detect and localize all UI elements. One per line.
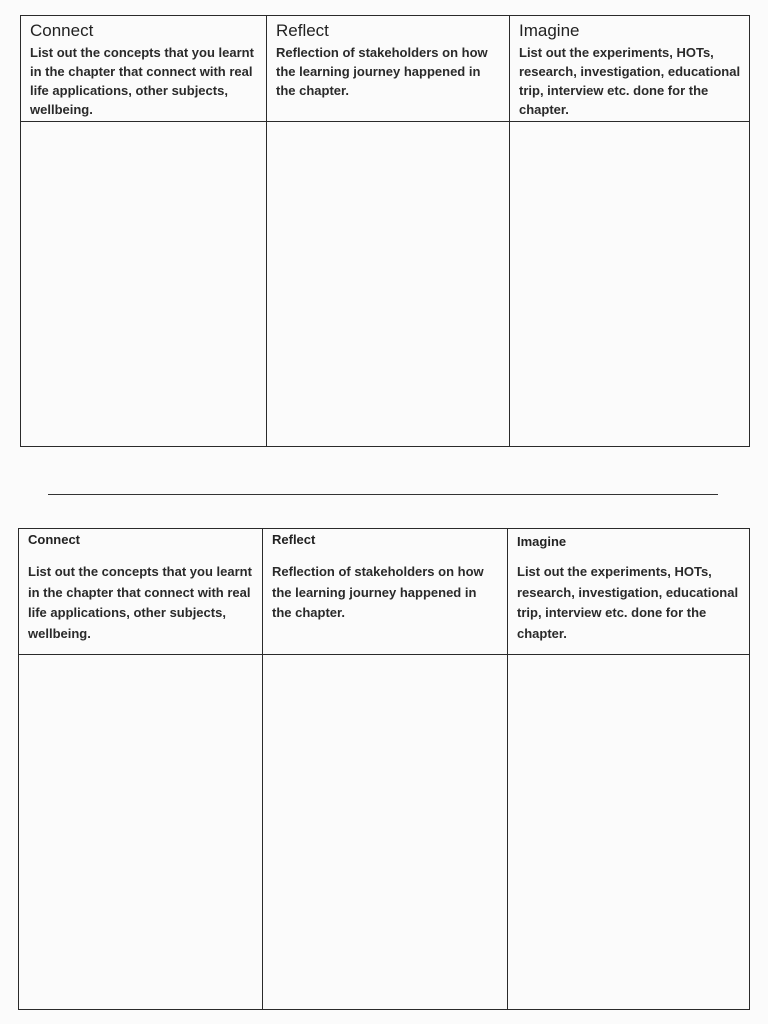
imagine-header-cell xyxy=(510,16,749,122)
section-divider-line xyxy=(48,494,718,495)
connect-title: Connect xyxy=(30,21,94,40)
table-header-row xyxy=(19,529,749,655)
connect-description: List out the concepts that you learnt in the chapter that connect with real life applications, other subjects, wellbeing. xyxy=(28,564,252,641)
reflect-description: Reflection of stakeholders on how the learning journey happened in the chapter. xyxy=(276,45,488,98)
reflect-description: Reflection of stakeholders on how the learning journey happened in the chapter. xyxy=(272,564,484,620)
connect-title: Connect xyxy=(28,532,80,547)
imagine-description: List out the experiments, HOTs, research, investigation, educational trip, interview etc. done for the chapter. xyxy=(519,45,741,117)
imagine-header-cell xyxy=(508,529,749,655)
connect-description: List out the concepts that you learnt in the chapter that connect with real life applications, other subjects, wellbeing. xyxy=(30,45,254,117)
worksheet-table-bottom xyxy=(18,528,750,1010)
reflect-answer-cell[interactable] xyxy=(267,121,510,446)
imagine-answer-cell[interactable] xyxy=(508,655,749,1009)
table-answer-row xyxy=(21,121,749,446)
imagine-title: Imagine xyxy=(517,534,567,549)
reflect-title: Reflect xyxy=(272,532,316,547)
connect-header-cell xyxy=(21,16,267,122)
table-header-row xyxy=(21,16,749,121)
connect-answer-cell[interactable] xyxy=(21,121,267,446)
connect-header-cell xyxy=(19,529,263,655)
reflect-title: Reflect xyxy=(276,21,329,40)
imagine-answer-cell[interactable] xyxy=(510,121,749,446)
imagine-description: List out the experiments, HOTs, research, investigation, educational trip, interview etc. done for the chapter. xyxy=(517,564,739,641)
reflect-answer-cell[interactable] xyxy=(263,655,508,1009)
worksheet-table-top xyxy=(20,15,750,447)
reflect-header-cell xyxy=(267,16,510,122)
connect-answer-cell[interactable] xyxy=(19,655,263,1009)
imagine-title: Imagine xyxy=(519,21,580,40)
reflect-header-cell xyxy=(263,529,508,655)
table-answer-row xyxy=(19,655,749,1009)
